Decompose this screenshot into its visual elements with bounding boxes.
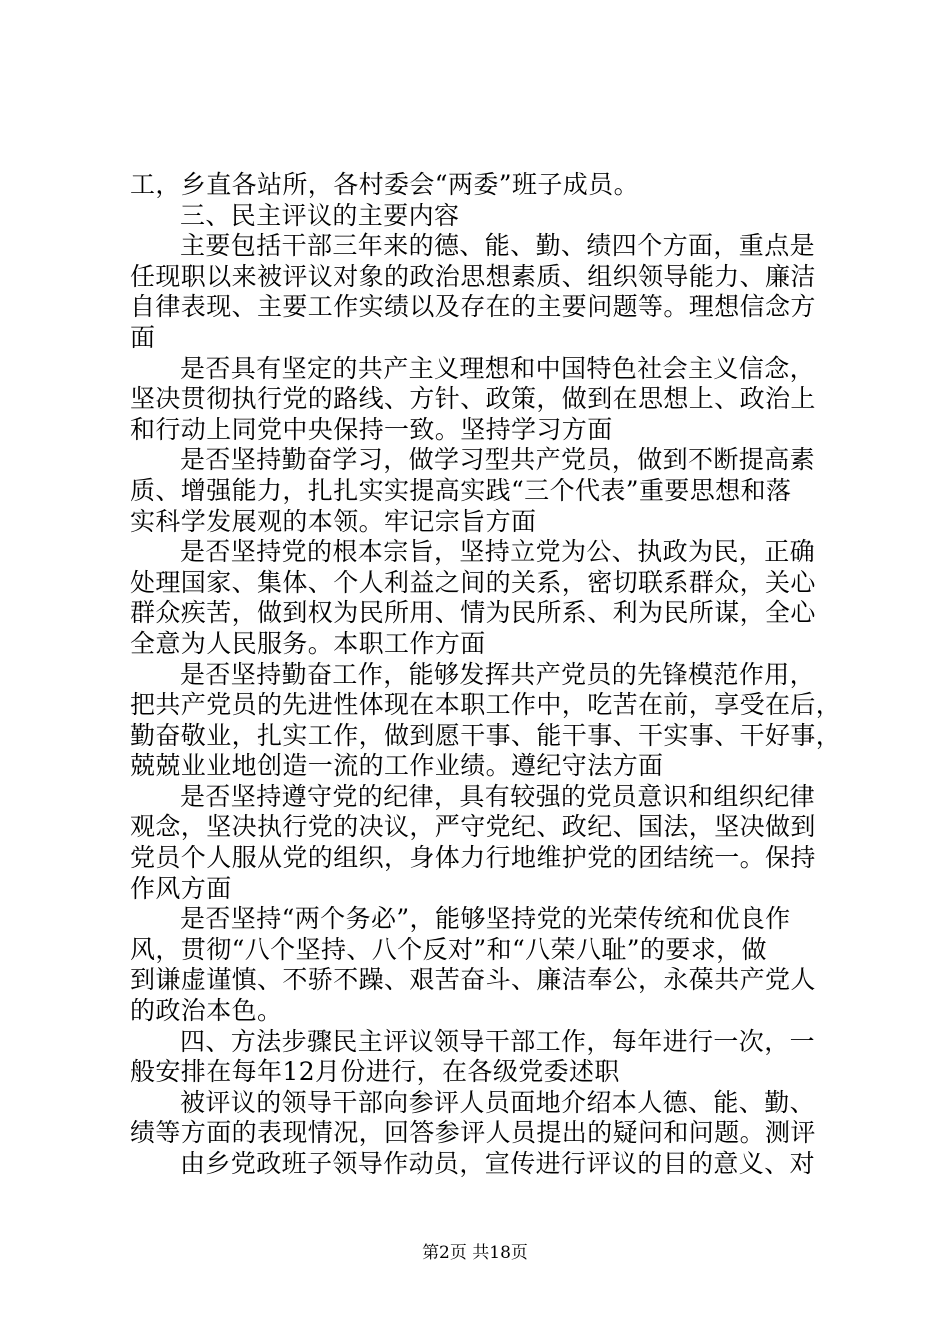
text-line: 的政治本色。 bbox=[130, 996, 283, 1026]
text-line: 质、增强能力，扎扎实实提高实践“三个代表”重要思想和落 bbox=[130, 475, 792, 505]
text-line: 党员个人服从党的组织，身体力行地维护党的团结统一。保持 bbox=[130, 843, 816, 873]
text-line: 到谦虚谨慎、不骄不躁、艰苦奋斗、廉洁奉公，永葆共产党人 bbox=[130, 965, 816, 995]
text-line: 自律表现、主要工作实绩以及存在的主要问题等。理想信念方 bbox=[130, 292, 816, 322]
text-line: 任现职以来被评议对象的政治思想素质、组织领导能力、廉洁 bbox=[130, 261, 816, 291]
text-line: 作风方面 bbox=[130, 873, 232, 903]
text-line: 全意为人民服务。本职工作方面 bbox=[130, 628, 486, 658]
text-line: 群众疾苦，做到权为民所用、情为民所系、利为民所谋，全心 bbox=[130, 598, 816, 628]
text-line: 和行动上同党中央保持一致。坚持学习方面 bbox=[130, 414, 613, 444]
paragraph-start: 被评议的领导干部向参评人员面地介绍本人德、能、勤、 bbox=[180, 1087, 816, 1117]
paragraph-start: 由乡党政班子领导作动员，宣传进行评议的目的意义、对 bbox=[180, 1149, 816, 1178]
text-line: 坚决贯彻执行党的路线、方针、政策，做到在思想上、政治上 bbox=[130, 384, 816, 414]
text-line: 把共产党员的先进性体现在本职工作中，吃苦在前，享受在后， bbox=[130, 690, 842, 720]
text-line: 面 bbox=[130, 322, 156, 352]
text-line: 处理国家、集体、个人利益之间的关系，密切联系群众，关心 bbox=[130, 567, 816, 597]
text-line: 般安排在每年12月份进行，在各级党委述职 bbox=[130, 1057, 620, 1087]
paragraph-start: 是否坚持遵守党的纪律，具有较强的党员意识和组织纪律 bbox=[180, 781, 816, 811]
document-body bbox=[130, 170, 842, 1180]
text-line: 实科学发展观的本领。牢记宗旨方面 bbox=[130, 506, 537, 536]
text-line: 风，贯彻“八个坚持、八个反对”和“八荣八耻”的要求，做 bbox=[130, 934, 767, 964]
section-heading: 四、方法步骤民主评议领导干部工作，每年进行一次，一 bbox=[180, 1026, 816, 1056]
page-number-footer: 第2页 共18页 bbox=[422, 1243, 528, 1263]
text-line: 兢兢业业地创造一流的工作业绩。遵纪守法方面 bbox=[130, 751, 664, 781]
text-line: 观念，坚决执行党的决议，严守党纪、政纪、国法，坚决做到 bbox=[130, 812, 816, 842]
paragraph-start: 主要包括干部三年来的德、能、勤、绩四个方面，重点是 bbox=[180, 231, 816, 261]
section-heading: 三、民主评议的主要内容 bbox=[180, 200, 460, 230]
paragraph-start: 是否坚持党的根本宗旨，坚持立党为公、执政为民，正确 bbox=[180, 537, 816, 567]
text-line: 勤奋敬业，扎实工作，做到愿干事、能干事、干实事、干好事， bbox=[130, 720, 842, 750]
text-line: 绩等方面的表现情况，回答参评人员提出的疑问和问题。测评 bbox=[130, 1118, 816, 1148]
paragraph-start: 是否坚持“两个务必”，能够坚持党的光荣传统和优良作 bbox=[180, 904, 791, 934]
paragraph-start: 是否具有坚定的共产主义理想和中国特色社会主义信念， bbox=[180, 353, 816, 383]
paragraph-start: 是否坚持勤奋学习，做学习型共产党员，做到不断提高素 bbox=[180, 445, 816, 475]
text-line: 工，乡直各站所，各村委会“两委”班子成员。 bbox=[130, 170, 639, 199]
paragraph-start: 是否坚持勤奋工作，能够发挥共产党员的先锋模范作用， bbox=[180, 659, 816, 689]
